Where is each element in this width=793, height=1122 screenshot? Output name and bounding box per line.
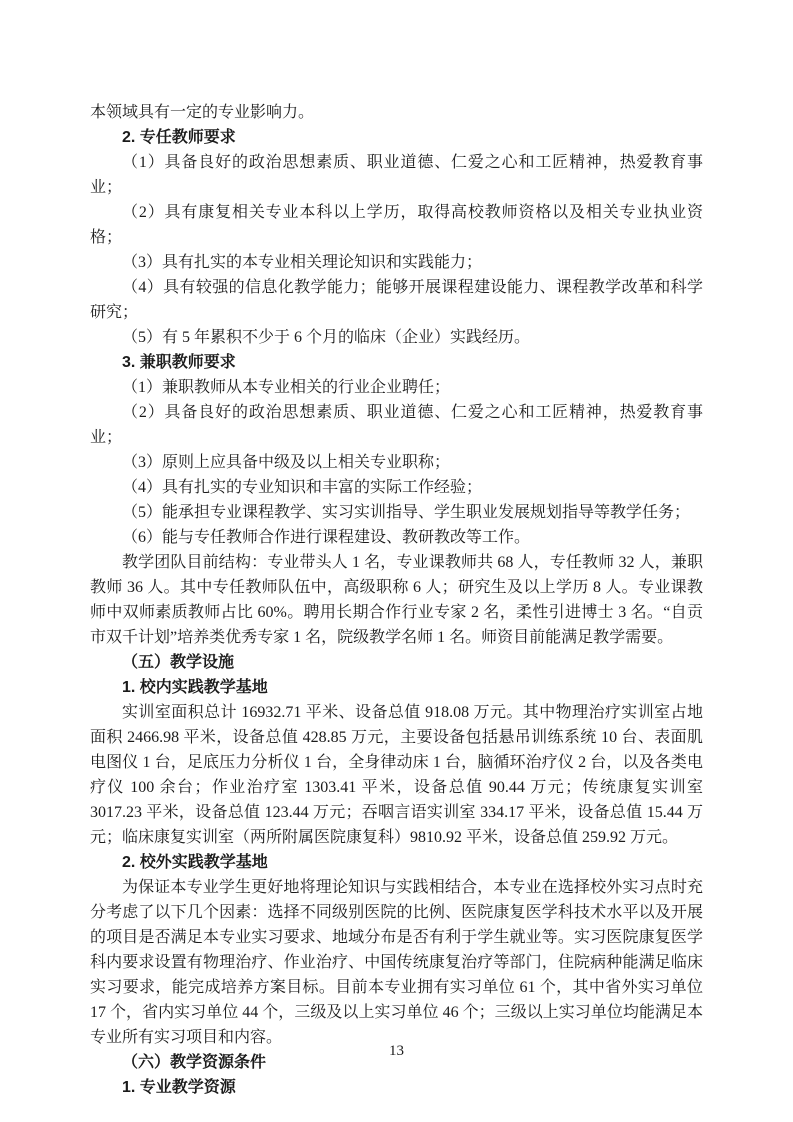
paragraph-off-campus-practice-detail: 为保证本专业学生更好地将理论知识与实践相结合，本专业在选择校外实习点时充分考虑了以下几个因素：选择不同级别医院的比例、医院康复医学科技术水平以及开展的项目是否满足本专业实习要求、地域分布是否有利于学生就业等。实习医院康复医学科内要求设置有物理治疗、作业治疗、中国传统康复治疗等部门，住院病种能满足临床实习要求，能完成培养方案目标。目前本专业拥有实习单位 61 个，其中省外实习单位 17 个，省内实习单位 44 个，三级及以上实习单位 46 个；三级以上实习单位均能满足本专业所有实习项目和内容。 — [90, 879, 703, 1046]
list-item-fulltime-req-5: （5）有 5 年累积不少于 6 个月的临床（企业）实践经历。 — [122, 329, 531, 346]
list-item-parttime-req-6: （6）能与专任教师合作进行课程建设、教研教改等工作。 — [122, 529, 531, 546]
list-item-parttime-req-4: （4）具有扎实的专业知识和丰富的实际工作经验； — [122, 479, 483, 496]
heading-teaching-resource-conditions: （六）教学资源条件 — [122, 1054, 267, 1071]
paragraph-on-campus-facilities-detail: 实训室面积总计 16932.71 平米、设备总值 918.08 万元。其中物理治疗实训室占地面积 2466.98 平米，设备总值 428.85 万元，主要设备包括悬吊训练系统 10 台、表面肌电图仪 1 台，足底压力分析仪 1 台，全身律动床 1 台，脑循环治疗仪 2 台，以及各类电疗仪 100 余台；作业治疗室 1303.41 平米，设备总值 90.44 万元；传统康复实训室 3017.23 平米，设备总值 123.44 万元；吞咽言语实训室 334.17 平米，设备总值 15.44 万元；临床康复实训室（两所附属医院康复科）9810.92 平米，设备总值 259.92 万元。 — [90, 704, 703, 846]
heading-fulltime-teacher-requirements: 2. 专任教师要求 — [122, 129, 236, 146]
page-footer — [0, 1042, 793, 1060]
list-item-fulltime-req-4: （4）具有较强的信息化教学能力；能够开展课程建设能力、课程教学改革和科学研究； — [90, 279, 703, 321]
heading-off-campus-practice-base: 2. 校外实践教学基地 — [122, 854, 268, 871]
document-body — [90, 100, 703, 1100]
heading-professional-teaching-resources: 1. 专业教学资源 — [122, 1079, 236, 1096]
page-number: 13 — [389, 1043, 404, 1059]
list-item-fulltime-req-1: （1）具备良好的政治思想素质、职业道德、仁爱之心和工匠精神，热爱教育事业； — [90, 154, 703, 196]
heading-parttime-teacher-requirements: 3. 兼职教师要求 — [122, 354, 236, 371]
list-item-parttime-req-5: （5）能承担专业课程教学、实习实训指导、学生职业发展规划指导等教学任务； — [122, 504, 691, 521]
list-item-fulltime-req-3: （3）具有扎实的本专业相关理论知识和实践能力； — [122, 254, 483, 271]
heading-teaching-facilities: （五）教学设施 — [122, 654, 235, 671]
list-item-parttime-req-2: （2）具备良好的政治思想素质、职业道德、仁爱之心和工匠精神，热爱教育事业； — [90, 404, 703, 446]
heading-on-campus-practice-base: 1. 校内实践教学基地 — [122, 679, 268, 696]
list-item-parttime-req-1: （1）兼职教师从本专业相关的行业企业聘任； — [122, 379, 451, 396]
list-item-parttime-req-3: （3）原则上应具备中级及以上相关专业职称； — [122, 454, 451, 471]
list-item-fulltime-req-2: （2）具有康复相关专业本科以上学历，取得高校教师资格以及相关专业执业资格； — [90, 204, 703, 246]
paragraph-teaching-team-structure: 教学团队目前结构：专业带头人 1 名，专业课教师共 68 人，专任教师 32 人，兼职教师 36 人。其中专任教师队伍中，高级职称 6 人；研究生及以上学历 8 人。专业课教师中双师素质教师占比 60%。聘用长期合作行业专家 2 名，柔性引进博士 3 名。“自贡市双千计划”培养类优秀专家 1 名，院级教学名师 1 名。师资目前能满足教学需要。 — [90, 554, 703, 646]
paragraph-intro-continuation: 本领域具有一定的专业影响力。 — [90, 104, 315, 121]
